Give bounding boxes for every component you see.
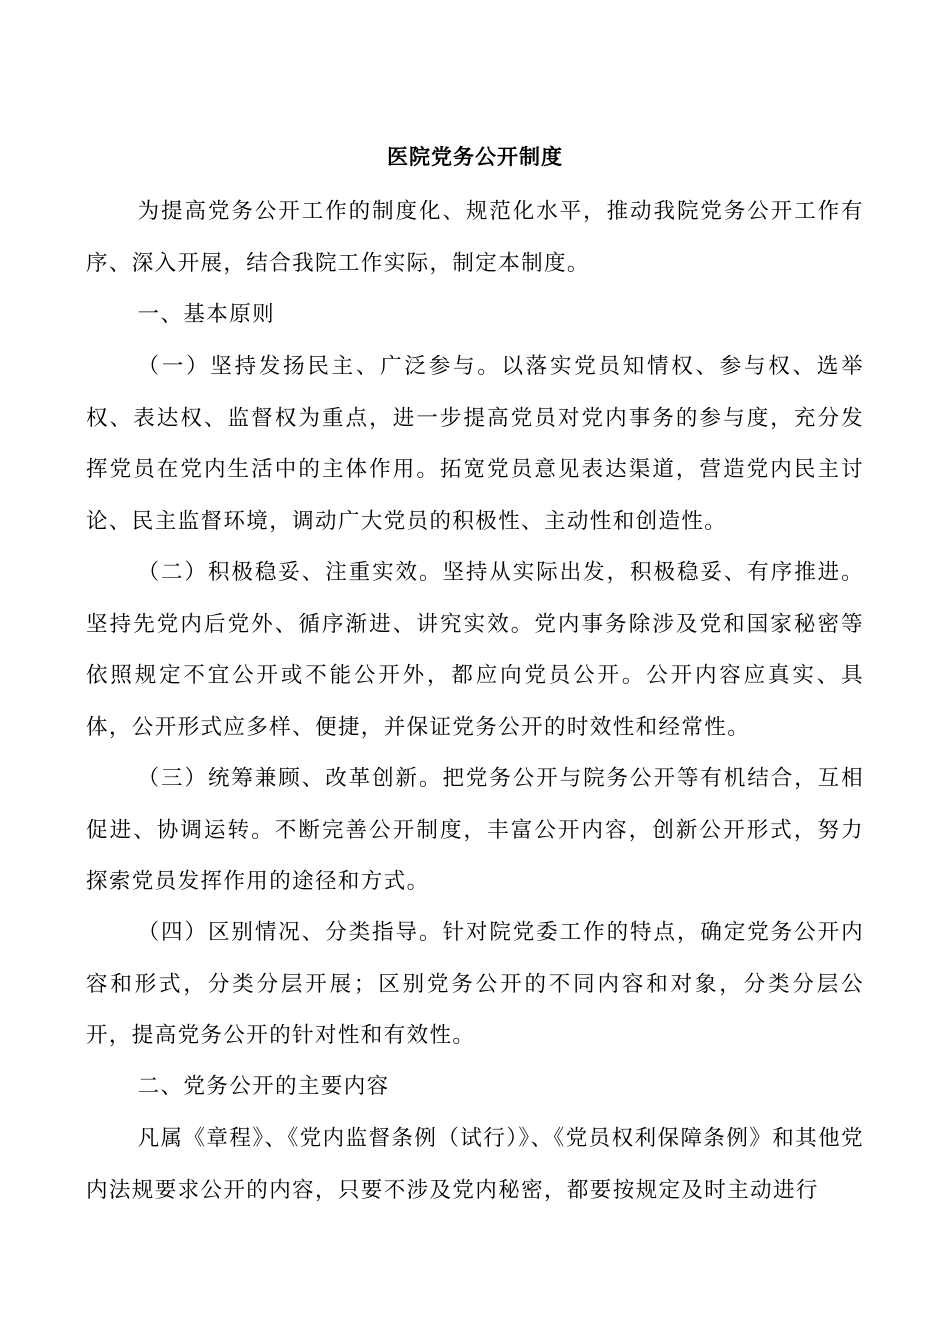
content-paragraph: 凡属《章程》、《党内监督条例（试行）》、《党员权利保障条例》和其他党内法规要求公开的内容，只要不涉及党内秘密，都要按规定及时主动进行 xyxy=(86,1126,864,1203)
principle-paragraph-2: （二）积极稳妥、注重实效。坚持从实际出发，积极稳妥、有序推进。坚持先党内后党外、循序渐进、讲究实效。党内事务除涉及党和国家秘密等依照规定不宜公开或不能公开外，都应向党员公开。公开内容应真实、具体，公开形式应多样、便捷，并保证党务公开的时效性和经常性。 xyxy=(86,560,864,740)
document-title: 医院党务公开制度 xyxy=(387,144,563,169)
principle-paragraph-3: （三）统筹兼顾、改革创新。把党务公开与院务公开等有机结合，互相促进、协调运转。不断完善公开制度，丰富公开内容，创新公开形式，努力探索党员发挥作用的途径和方式。 xyxy=(86,766,864,894)
principle-paragraph-1: （一）坚持发扬民主、广泛参与。以落实党员知情权、参与权、选举权、表达权、监督权为重点，进一步提高党员对党内事务的参与度，充分发挥党员在党内生活中的主体作用。拓宽党员意见表达渠道，营造党内民主讨论、民主监督环境，调动广大党员的积极性、主动性和创造性。 xyxy=(86,354,864,534)
section-heading-basic-principles: 一、基本原则 xyxy=(137,302,275,327)
intro-paragraph: 为提高党务公开工作的制度化、规范化水平，推动我院党务公开工作有序、深入开展，结合我院工作实际，制定本制度。 xyxy=(86,199,864,276)
principle-paragraph-4: （四）区别情况、分类指导。针对院党委工作的特点，确定党务公开内容和形式，分类分层开展；区别党务公开的不同内容和对象，分类分层公开，提高党务公开的针对性和有效性。 xyxy=(86,920,864,1048)
section-heading-main-content: 二、党务公开的主要内容 xyxy=(137,1074,390,1099)
